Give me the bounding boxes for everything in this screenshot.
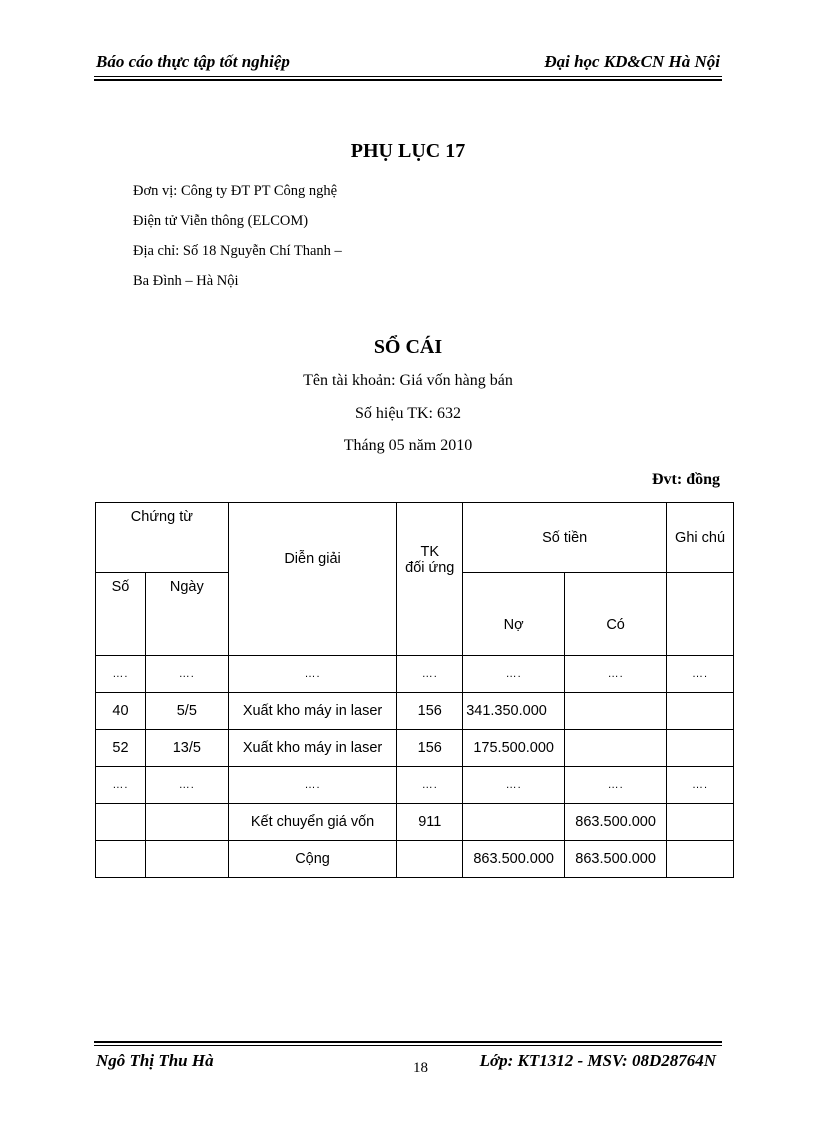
table-row bbox=[96, 767, 734, 804]
currency-unit: Đvt: đồng bbox=[651, 471, 720, 488]
cell-note bbox=[667, 730, 734, 767]
cell-description: …. bbox=[228, 656, 397, 693]
ledger-period: Tháng 05 năm 2010 bbox=[343, 437, 473, 454]
cell-credit bbox=[565, 693, 667, 730]
voucher-number-header: Số bbox=[96, 573, 146, 656]
company-info-line: Ba Đình – Hà Nội bbox=[133, 273, 239, 289]
company-info bbox=[133, 176, 342, 296]
voucher-header: Chứng từ bbox=[96, 503, 229, 573]
cell-date: 13/5 bbox=[145, 730, 228, 767]
cell-note bbox=[667, 841, 734, 878]
cell-credit bbox=[565, 730, 667, 767]
cell-note bbox=[667, 693, 734, 730]
cell-account bbox=[397, 841, 463, 878]
header-university: Đại học KD&CN Hà Nội bbox=[544, 52, 720, 71]
company-info-line: Điện tử Viễn thông (ELCOM) bbox=[133, 213, 309, 229]
cell-debit: …. bbox=[463, 767, 565, 804]
cell-account: 156 bbox=[397, 693, 463, 730]
note-header: Ghi chú bbox=[667, 503, 734, 573]
cell-account: 156 bbox=[397, 730, 463, 767]
cell-account: 911 bbox=[397, 804, 463, 841]
header-divider-thick bbox=[94, 79, 722, 81]
appendix-title: PHỤ LỤC 17 bbox=[350, 140, 466, 162]
total-row bbox=[96, 841, 734, 878]
description-header: Diễn giải bbox=[228, 503, 397, 656]
contra-account-header: TK đối ứng bbox=[397, 503, 463, 656]
table-row bbox=[96, 656, 734, 693]
cell-date: …. bbox=[145, 767, 228, 804]
cell-description: Xuất kho máy in laser bbox=[228, 730, 397, 767]
cell-account: …. bbox=[397, 656, 463, 693]
cell-date: …. bbox=[145, 656, 228, 693]
cell-date: 5/5 bbox=[145, 693, 228, 730]
header-divider bbox=[94, 76, 722, 77]
cell-credit: 863.500.000 bbox=[565, 841, 667, 878]
ledger-title: SỔ CÁI bbox=[373, 336, 443, 358]
footer-divider bbox=[94, 1045, 722, 1046]
table-row bbox=[96, 693, 734, 730]
cell-credit: …. bbox=[565, 656, 667, 693]
credit-header: Có bbox=[565, 573, 667, 656]
cell-credit: 863.500.000 bbox=[565, 804, 667, 841]
cell-number bbox=[96, 841, 146, 878]
footer-author: Ngô Thị Thu Hà bbox=[96, 1051, 214, 1070]
voucher-date-header: Ngày bbox=[145, 573, 228, 656]
cell-debit: 863.500.000 bbox=[463, 841, 565, 878]
ledger-table bbox=[95, 502, 734, 878]
table-row bbox=[96, 730, 734, 767]
page-number: 18 bbox=[413, 1060, 428, 1076]
cell-description: Xuất kho máy in laser bbox=[228, 693, 397, 730]
company-info-line: Đơn vị: Công ty ĐT PT Công nghệ bbox=[133, 183, 338, 199]
debit-header: Nợ bbox=[463, 573, 565, 656]
cell-number: 52 bbox=[96, 730, 146, 767]
cell-debit: 175.500.000 bbox=[463, 730, 565, 767]
cell-description: Cộng bbox=[228, 841, 397, 878]
account-number: Số hiệu TK: 632 bbox=[355, 405, 461, 422]
cell-date bbox=[145, 841, 228, 878]
cell-number: …. bbox=[96, 767, 146, 804]
cell-date bbox=[145, 804, 228, 841]
cell-number bbox=[96, 804, 146, 841]
cell-note: …. bbox=[667, 656, 734, 693]
cell-debit bbox=[463, 804, 565, 841]
footer-divider-thick bbox=[94, 1041, 722, 1043]
header-report-title: Báo cáo thực tập tốt nghiệp bbox=[96, 52, 290, 71]
cell-number: 40 bbox=[96, 693, 146, 730]
cell-credit: …. bbox=[565, 767, 667, 804]
account-name: Tên tài khoản: Giá vốn hàng bán bbox=[303, 372, 513, 389]
cell-note bbox=[667, 804, 734, 841]
cell-account: …. bbox=[397, 767, 463, 804]
footer-class-id: Lớp: KT1312 - MSV: 08D28764N bbox=[479, 1051, 716, 1070]
cell-debit: …. bbox=[463, 656, 565, 693]
amount-header: Số tiền bbox=[463, 503, 667, 573]
cell-note: …. bbox=[667, 767, 734, 804]
company-info-line: Địa chỉ: Số 18 Nguyễn Chí Thanh – bbox=[133, 243, 342, 259]
cell-description: Kết chuyển giá vốn bbox=[228, 804, 397, 841]
cell-description: …. bbox=[228, 767, 397, 804]
table-row bbox=[96, 804, 734, 841]
note-header-empty bbox=[667, 573, 734, 656]
cell-debit: 341.350.000 bbox=[463, 693, 565, 730]
cell-number: …. bbox=[96, 656, 146, 693]
